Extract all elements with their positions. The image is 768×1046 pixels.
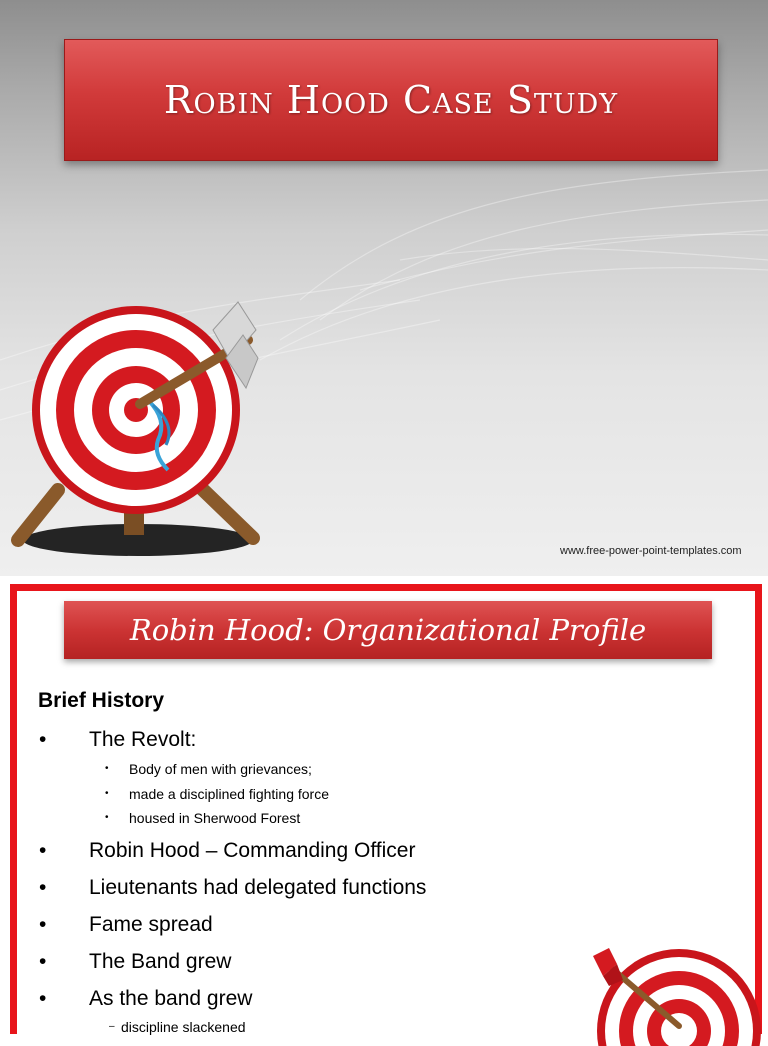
- bullet-text: The Revolt:: [89, 728, 197, 751]
- bullet-text: Robin Hood – Commanding Officer: [89, 839, 416, 862]
- watermark-url: www.free-power-point-templates.com: [560, 545, 742, 557]
- bullet-marker: •: [39, 839, 47, 862]
- title-banner: [64, 601, 712, 659]
- bullet-text: Lieutenants had delegated functions: [89, 876, 427, 899]
- bullet-marker: •: [39, 876, 47, 899]
- bullet-marker: •: [105, 812, 109, 823]
- bullet-marker: •: [39, 728, 47, 751]
- bullet-text: As the band grew: [89, 987, 253, 1010]
- sub-bullet-text: discipline slackened: [121, 1019, 246, 1035]
- bullet-text: Fame spread: [89, 913, 213, 936]
- bullet-text: The Band grew: [89, 950, 232, 973]
- archery-target-icon: [8, 300, 268, 560]
- section-heading: Brief History: [38, 689, 165, 712]
- title-banner: [64, 39, 718, 161]
- sub-bullet-text: Body of men with grievances;: [129, 761, 312, 777]
- profile-slide: [10, 584, 762, 1034]
- slide-title: Robin Hood: Organizational Profile: [129, 613, 647, 647]
- bullet-marker: •: [39, 987, 47, 1010]
- bullet-marker: •: [105, 763, 109, 774]
- archery-target-icon: [579, 946, 759, 1046]
- bullet-marker: –: [109, 1021, 115, 1032]
- slide-separator: [0, 576, 768, 584]
- sub-bullet-text: made a disciplined fighting force: [129, 786, 330, 802]
- bullet-marker: •: [105, 788, 109, 799]
- sub-bullet-text: housed in Sherwood Forest: [129, 810, 301, 826]
- bullet-marker: •: [39, 913, 47, 936]
- bullet-marker: •: [39, 950, 47, 973]
- slide-title: Robin Hood Case Study: [163, 78, 619, 122]
